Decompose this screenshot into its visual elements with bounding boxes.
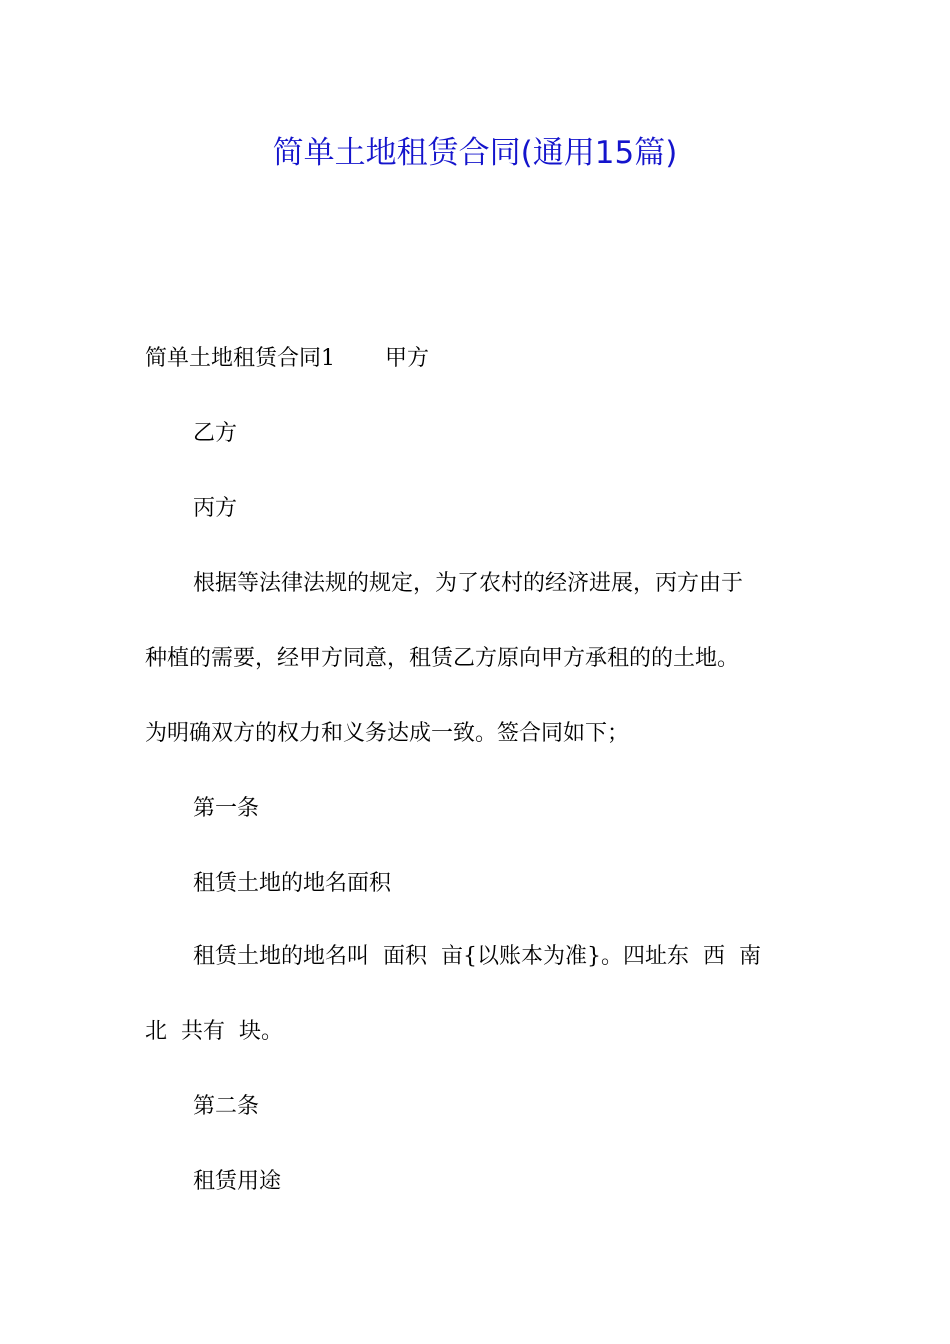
party-b-label: 乙方 [193, 421, 238, 446]
article-2-label: 第二条 [193, 1094, 260, 1119]
article-1-label: 第一条 [193, 796, 260, 821]
article-1-heading: 租赁土地的地名面积 [193, 871, 392, 896]
article-2-heading: 租赁用途 [193, 1169, 282, 1194]
article-1-body-line-1: 租赁土地的地名叫 面积 亩{以账本为准}。四址东 西 南 [193, 944, 761, 969]
paragraph-1-line-3: 为明确双方的权力和义务达成一致。签合同如下； [145, 721, 630, 746]
article-1-body-line-2: 北 共有 块。 [145, 1019, 283, 1044]
section-heading: 简单土地租赁合同1 [145, 346, 335, 371]
section-heading-line [0, 344, 950, 374]
party-c-label: 丙方 [193, 496, 238, 521]
party-a-label: 甲方 [385, 346, 430, 371]
document-title: 简单土地租赁合同(通用15篇) [272, 135, 678, 171]
paragraph-1-line-2: 种植的需要，经甲方同意，租赁乙方原向甲方承租的的土地。 [145, 646, 740, 671]
paragraph-1-line-1: 根据等法律法规的规定，为了农村的经济进展，丙方由于 [193, 571, 744, 596]
